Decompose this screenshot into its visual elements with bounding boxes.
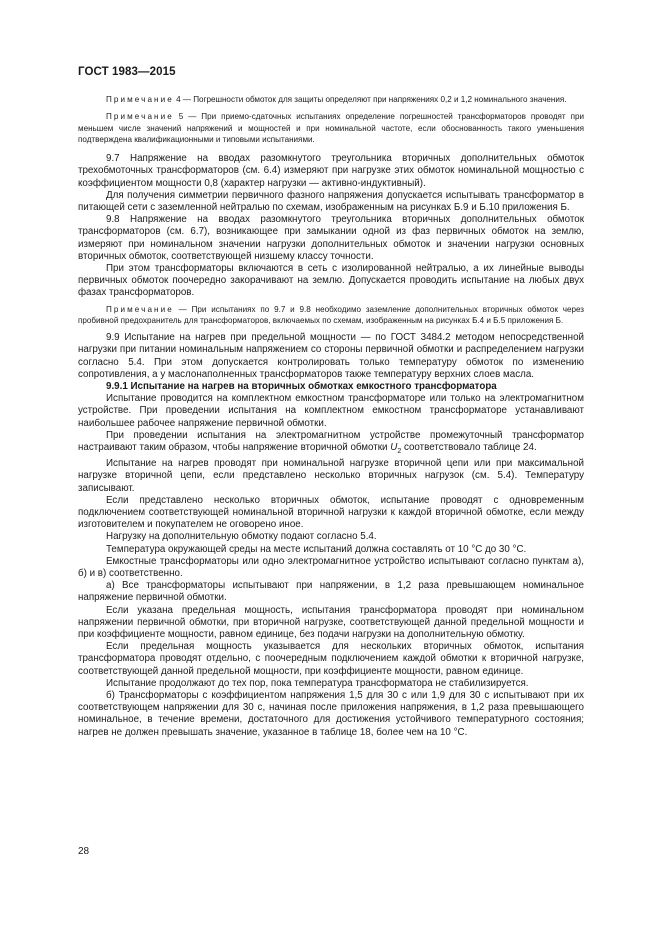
subscript: 2	[397, 448, 402, 455]
paragraph: Нагрузку на дополнительную обмотку подают согласно 5.4.	[106, 531, 377, 543]
paragraph-a: а) Все трансформаторы испытывают при напряжении, в 1,2 раза превышающем номинальное напряжение первичной обмотки.	[78, 580, 584, 604]
paragraph: При этом трансформаторы включаются в сеть с изолированной нейтралью, а их линейные выводы первичных обмоток поочередно закорачивают на землю. Допускается проводить испытание на любых двух фазах трансформаторов.	[78, 263, 584, 299]
paragraph: Испытание на нагрев проводят при номинальной нагрузке вторичной цепи или при максимальной нагрузке вторичной цепи, если представлено несколько вторичных нагрузок (см. 5.4). Температуру записывают.	[78, 458, 584, 494]
document-body	[78, 94, 584, 739]
note-text: 5 — При приемо-сдаточных испытаниях определение погрешностей трансформаторов проводят при меньшем числе значений напряжений и мощностей и при номинальной частоте, если обоснованность такого уменьшения подтверждена квалификационными и типовыми испытаниями.	[78, 112, 584, 144]
variable-u: U	[390, 442, 398, 454]
paragraph-b: б) Трансформаторы с коэффициентом напряжения 1,5 для 30 с или 1,9 для 30 с испытывают при их соответствующем напряжении для 30 с, начиная после приложения напряжения, в 1,2 раза превышающего номинальное, в течение времени, достаточного для достижения устойчивого температурного состояния; нагрев не должен превышать значение, указанное в таблице 18, более чем на 10 °С.	[78, 690, 584, 738]
note-9-7-9-8	[78, 304, 584, 327]
paragraph-u2: При проведении испытания на электромагнитном устройстве промежуточный трансформатор настраивают таким образом, чтобы напряжение вторичной обмотки $U_2$ соответствовало таблице 24.	[78, 429, 584, 455]
paragraph: Емкостные трансформаторы или одно электромагнитное устройство испытывают согласно пунктам а), б) и в) соответственно.	[78, 555, 584, 580]
note-label: Примечание	[106, 95, 174, 104]
note-text: 4 — Погрешности обмоток для защиты определяют при напряжениях 0,2 и 1,2 номинального значения.	[173, 95, 567, 104]
paragraph: Для получения симметрии первичного фазного напряжения допускается испытывать трансформатор в питающей сети с заземленной нейтралью по схемам, изображенным на рисунках Б.9 и Б.10 приложения Б.	[78, 189, 584, 213]
page-number: 28	[78, 846, 90, 857]
note-4	[78, 94, 584, 105]
paragraph: Если предельная мощность указывается для нескольких вторичных обмоток, испытания трансформатора проводят отдельно, с поочередным подключением каждой обмотки к вторичной нагрузке, соответствующей данной предельной мощности, при коэффициенте мощности, равном единице.	[78, 641, 584, 677]
paragraph: Если указана предельная мощность, испытания трансформатора проводят при номинальном напряжении первичной обмотки, при вторичной нагрузке, соответствующей данной предельной мощности и при коэффициенте мощности, равном единице, без подачи нагрузки на дополнительную обмотку.	[78, 604, 584, 641]
paragraph-9-8: 9.8 Напряжение на вводах разомкнутого треугольника вторичных дополнительных обмоток трансформаторов (см. 6.7), возникающее при замыкании одной из фаз первичных обмоток на землю, измеряют при номинальном значении нагрузки дополнительных обмоток и значении нагрузки основных вторичных обмоток, соответствующей низшему классу точности.	[78, 214, 584, 262]
paragraph: Если представлено несколько вторичных обмоток, испытание проводят с одновременным подключением соответствующей номинальной вторичной нагрузки к каждой вторичной обмотке, если между изготовителем и покупателем не оговорено иное.	[78, 494, 584, 531]
section-heading-9-9-1: 9.9.1 Испытание на нагрев на вторичных обмотках емкостного трансформатора	[106, 381, 497, 393]
note-5	[78, 111, 584, 145]
note-label: Примечание	[106, 112, 174, 122]
paragraph-9-9: 9.9 Испытание на нагрев при предельной мощности — по ГОСТ 3484.2 методом непосредственной нагрузки при питании номинальным напряжением со стороны первичной обмотки и распределением нагрузки согласно 5.4. При этом допускается контролировать только температуру обмоток по изменению сопротивления, а у маслонаполненных трансформаторов также температуру верхних слоев масла.	[78, 332, 584, 380]
paragraph: Испытание проводится на комплектном емкостном трансформаторе или только на электромагнитном устройстве. При проведении испытания на комплектном емкостном трансформаторе устанавливают наибольшее рабочее напряжение первичной обмотки.	[78, 393, 584, 429]
paragraph: Испытание продолжают до тех пор, пока температура трансформатора не стабилизируется.	[106, 677, 529, 689]
paragraph-9-7: 9.7 Напряжение на вводах разомкнутого треугольника вторичных дополнительных обмоток трехобмоточных трансформаторов (см. 6.4) измеряют при нагрузке этих обмоток номинальной мощностью с коэффициентом мощности 0,8 (характер нагрузки — активно-индуктивный).	[78, 153, 584, 189]
paragraph: Температура окружающей среды на месте испытаний должна составлять от 10 °С до 30 °С.	[106, 543, 527, 555]
note-text: — При испытаниях по 9.7 и 9.8 необходимо заземление дополнительных вторичных обмоток через пробивной предохранитель для трансформаторов, включаемых по схемам, изображенным на рисунках Б.4 и Б.5 приложения Б.	[78, 304, 584, 325]
note-label: Примечание	[106, 304, 174, 314]
standard-header: ГОСТ 1983—2015	[78, 66, 176, 78]
